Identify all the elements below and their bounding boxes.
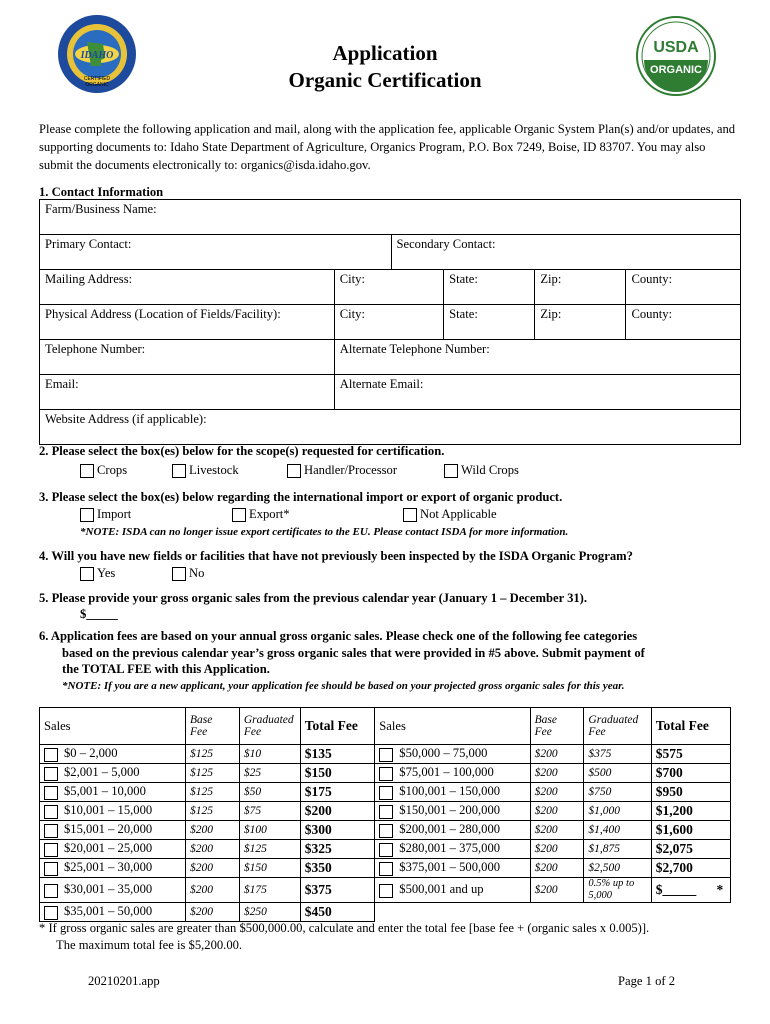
fee-base-cell: $200 [185, 859, 239, 878]
fee-sales-cell[interactable]: $2,001 – 5,000 [40, 764, 186, 783]
fee-base-cell: $125 [185, 802, 239, 821]
fee-graduated-cell: 0.5% up to 5,000 [584, 878, 651, 903]
fee-total-cell: $175 [300, 783, 375, 802]
sales-header: Sales [375, 708, 530, 745]
total-fee-header: Total Fee [300, 708, 375, 745]
fee-sales-cell[interactable]: $280,001 – 375,000 [375, 840, 530, 859]
physical-address-field[interactable]: Physical Address (Location of Fields/Facility): [40, 305, 335, 340]
fee-base-cell: $125 [185, 745, 239, 764]
fee-total-cell: $350 [300, 859, 375, 878]
alt-telephone-field[interactable]: Alternate Telephone Number: [334, 340, 740, 375]
fee-sales-cell[interactable]: $150,001 – 200,000 [375, 802, 530, 821]
fee-graduated-cell: $1,875 [584, 840, 651, 859]
fee-base-cell: $200 [530, 840, 584, 859]
fee-graduated-cell: $50 [239, 783, 300, 802]
title-line-1: Application [332, 41, 438, 65]
website-field[interactable]: Website Address (if applicable): [40, 410, 741, 445]
checkbox[interactable] [172, 464, 186, 478]
svg-text:CERTIFIED: CERTIFIED [83, 76, 111, 82]
fee-sales-cell[interactable]: $35,001 – 50,000 [40, 903, 186, 922]
physical-county-field[interactable]: County: [626, 305, 741, 340]
import-option[interactable]: Import [80, 507, 131, 522]
fee-base-cell: $200 [530, 859, 584, 878]
table-row [40, 745, 731, 764]
fee-sales-cell[interactable]: $25,001 – 30,000 [40, 859, 186, 878]
fee-total-cell: $1,200 [651, 802, 730, 821]
export-note: *NOTE: ISDA can no longer issue export certificates to the EU. Please contact ISDA for more information. [80, 526, 569, 538]
q3-text: 3. Please select the box(es) below regarding the international import or export of organic product. [39, 490, 563, 504]
fee-total-cell: $150 [300, 764, 375, 783]
fee-base-cell: $200 [530, 783, 584, 802]
fee-total-cell: $700 [651, 764, 730, 783]
mailing-state-field[interactable]: State: [444, 270, 535, 305]
table-row [40, 840, 731, 859]
checkbox[interactable] [232, 508, 246, 522]
fee-checkbox[interactable] [379, 824, 393, 838]
fee-total-cell: $325 [300, 840, 375, 859]
empty-cell [584, 903, 651, 922]
intro-paragraph: Please complete the following application and mail, along with the application fee, applicable Organic System Plan(s) and/or updates, and supporting documents to: Idaho State Department of Agriculture, Organics Program, P.O. Box 7249, Boise, ID 83707. You may also submit the documents electronically to: organics@isda.idaho.gov. [39, 122, 736, 172]
fee-checkbox[interactable] [44, 805, 58, 819]
fee-total-cell: $450 [300, 903, 375, 922]
fee-checkbox[interactable] [44, 906, 58, 920]
physical-zip-field[interactable]: Zip: [535, 305, 626, 340]
table-row [40, 802, 731, 821]
mailing-county-field[interactable]: County: [626, 270, 741, 305]
fee-total-cell: $375 [300, 878, 375, 903]
new-applicant-note: *NOTE: If you are a new applicant, your application fee should be based on your projected gross organic sales for this year. [62, 680, 625, 692]
q6-line-3: the TOTAL FEE with this Application. [62, 662, 270, 676]
graduated-fee-header: Graduated Fee [239, 708, 300, 745]
fee-checkbox[interactable] [379, 786, 393, 800]
table-row [40, 878, 731, 903]
fee-graduated-cell: $1,400 [584, 821, 651, 840]
fee-graduated-cell: $250 [239, 903, 300, 922]
base-fee-header: Base Fee [185, 708, 239, 745]
fee-checkbox[interactable] [44, 862, 58, 876]
fee-checkbox[interactable] [44, 824, 58, 838]
fee-base-cell: $200 [530, 764, 584, 783]
fee-checkbox[interactable] [379, 767, 393, 781]
q5-text: 5. Please provide your gross organic sales from the previous calendar year (January 1 – December 31). [39, 591, 588, 605]
fee-graduated-cell: $375 [584, 745, 651, 764]
fee-checkbox[interactable] [44, 786, 58, 800]
fee-checkbox[interactable] [44, 843, 58, 857]
fee-total-cell[interactable]: $_____ * [651, 878, 730, 903]
telephone-field[interactable]: Telephone Number: [40, 340, 335, 375]
table-row [40, 859, 731, 878]
farm-name-field[interactable]: Farm/Business Name: [40, 200, 741, 235]
title-line-2: Organic Certification [288, 68, 482, 92]
fee-base-cell: $200 [185, 903, 239, 922]
fee-sales-cell[interactable]: $75,001 – 100,000 [375, 764, 530, 783]
fee-graduated-cell: $125 [239, 840, 300, 859]
fee-checkbox[interactable] [379, 805, 393, 819]
mailing-address-field[interactable]: Mailing Address: [40, 270, 335, 305]
q2-text: 2. Please select the box(es) below for the scope(s) requested for certification. [39, 444, 445, 458]
email-field[interactable]: Email: [40, 375, 335, 410]
fee-total-cell: $300 [300, 821, 375, 840]
export-option[interactable]: Export* [232, 507, 290, 522]
svg-text:USDA: USDA [653, 39, 699, 56]
fee-total-cell: $2,700 [651, 859, 730, 878]
fee-base-cell: $200 [530, 878, 584, 903]
q6-line-2: based on the previous calendar year’s gross organic sales that were provided in #5 above. Submit payment of [62, 646, 645, 660]
alt-email-field[interactable]: Alternate Email: [334, 375, 740, 410]
fee-base-cell: $125 [185, 764, 239, 783]
fee-base-cell: $200 [530, 821, 584, 840]
form-id: 20210201.app [88, 974, 160, 988]
table-row [40, 764, 731, 783]
fee-total-cell: $1,600 [651, 821, 730, 840]
fee-graduated-cell: $10 [239, 745, 300, 764]
fee-checkbox[interactable] [379, 843, 393, 857]
fee-sales-cell[interactable]: $50,000 – 75,000 [375, 745, 530, 764]
checkbox[interactable] [287, 464, 301, 478]
scope-handler-option[interactable]: Handler/Processor [287, 463, 397, 478]
scope-wild-crops-option[interactable]: Wild Crops [444, 463, 519, 478]
fee-graduated-cell: $150 [239, 859, 300, 878]
primary-contact-field[interactable]: Primary Contact: [40, 235, 392, 270]
fee-graduated-cell: $2,500 [584, 859, 651, 878]
svg-text:ORGANIC: ORGANIC [85, 82, 109, 88]
checkbox[interactable] [444, 464, 458, 478]
fee-checkbox[interactable] [44, 767, 58, 781]
graduated-fee-header: Graduated Fee [584, 708, 651, 745]
fee-sales-cell[interactable]: $15,001 – 20,000 [40, 821, 186, 840]
physical-state-field[interactable]: State: [444, 305, 535, 340]
svg-text:ORGANIC: ORGANIC [650, 64, 702, 76]
fee-sales-cell[interactable]: $500,001 and up [375, 878, 530, 903]
checkbox[interactable] [80, 567, 94, 581]
fee-sales-cell[interactable]: $20,001 – 25,000 [40, 840, 186, 859]
fee-graduated-cell: $175 [239, 878, 300, 903]
fee-footnote: * If gross organic sales are greater than $500,000.00, calculate and enter the total fee [base fee + (organic sales x 0.005)]. The maximum total fee is $5,200.00. [39, 921, 650, 952]
fee-checkbox[interactable] [379, 748, 393, 762]
fee-graduated-cell: $100 [239, 821, 300, 840]
fee-total-cell: $200 [300, 802, 375, 821]
fee-checkbox[interactable] [44, 884, 58, 898]
not-applicable-option[interactable]: Not Applicable [403, 507, 497, 522]
gross-sales-input[interactable]: $_____ [80, 607, 118, 621]
new-fields-yes-option[interactable]: Yes [80, 566, 115, 581]
fee-sales-cell[interactable]: $200,001 – 280,000 [375, 821, 530, 840]
fee-base-cell: $200 [185, 821, 239, 840]
fee-sales-cell[interactable]: $30,001 – 35,000 [40, 878, 186, 903]
contact-heading: 1. Contact Information [39, 185, 164, 199]
fee-checkbox[interactable] [379, 862, 393, 876]
fee-graduated-cell: $75 [239, 802, 300, 821]
fee-base-cell: $200 [530, 802, 584, 821]
fee-graduated-cell: $500 [584, 764, 651, 783]
checkbox[interactable] [403, 508, 417, 522]
fee-graduated-cell: $1,000 [584, 802, 651, 821]
fee-table [39, 707, 731, 922]
q6-line-1: 6. Application fees are based on your annual gross organic sales. Please check one of the following fee categories [39, 629, 638, 643]
secondary-contact-field[interactable]: Secondary Contact: [391, 235, 741, 270]
checkbox[interactable] [80, 508, 94, 522]
fee-sales-cell[interactable]: $375,001 – 500,000 [375, 859, 530, 878]
page-title [0, 40, 770, 94]
total-fee-header: Total Fee [651, 708, 730, 745]
scope-crops-option[interactable]: Crops [80, 463, 127, 478]
fee-total-cell: $950 [651, 783, 730, 802]
table-row [40, 783, 731, 802]
fee-total-cell: $135 [300, 745, 375, 764]
physical-city-field[interactable]: City: [334, 305, 443, 340]
empty-cell [530, 903, 584, 922]
table-row [40, 903, 731, 922]
checkbox[interactable] [172, 567, 186, 581]
fee-checkbox[interactable] [44, 748, 58, 762]
fee-sales-cell[interactable]: $10,001 – 15,000 [40, 802, 186, 821]
mailing-city-field[interactable]: City: [334, 270, 443, 305]
fee-base-cell: $125 [185, 783, 239, 802]
fee-base-cell: $200 [185, 878, 239, 903]
checkbox[interactable] [80, 464, 94, 478]
table-row [40, 821, 731, 840]
fee-graduated-cell: $25 [239, 764, 300, 783]
fee-graduated-cell: $750 [584, 783, 651, 802]
sales-header: Sales [40, 708, 186, 745]
svg-text:IDAHO: IDAHO [80, 50, 114, 61]
fee-total-cell: $2,075 [651, 840, 730, 859]
fee-total-cell: $575 [651, 745, 730, 764]
mailing-zip-field[interactable]: Zip: [535, 270, 626, 305]
fee-base-cell: $200 [185, 840, 239, 859]
contact-info-table [39, 199, 741, 445]
empty-cell [375, 903, 530, 922]
scope-livestock-option[interactable]: Livestock [172, 463, 239, 478]
fee-checkbox[interactable] [379, 884, 393, 898]
fee-base-cell: $200 [530, 745, 584, 764]
fee-sales-cell[interactable]: $100,001 – 150,000 [375, 783, 530, 802]
fee-sales-cell[interactable]: $0 – 2,000 [40, 745, 186, 764]
page-number: Page 1 of 2 [618, 974, 676, 988]
fee-sales-cell[interactable]: $5,001 – 10,000 [40, 783, 186, 802]
new-fields-no-option[interactable]: No [172, 566, 204, 581]
base-fee-header: Base Fee [530, 708, 584, 745]
empty-cell [651, 903, 730, 922]
q4-text: 4. Will you have new fields or facilities that have not previously been inspected by the ISDA Organic Program? [39, 549, 633, 563]
